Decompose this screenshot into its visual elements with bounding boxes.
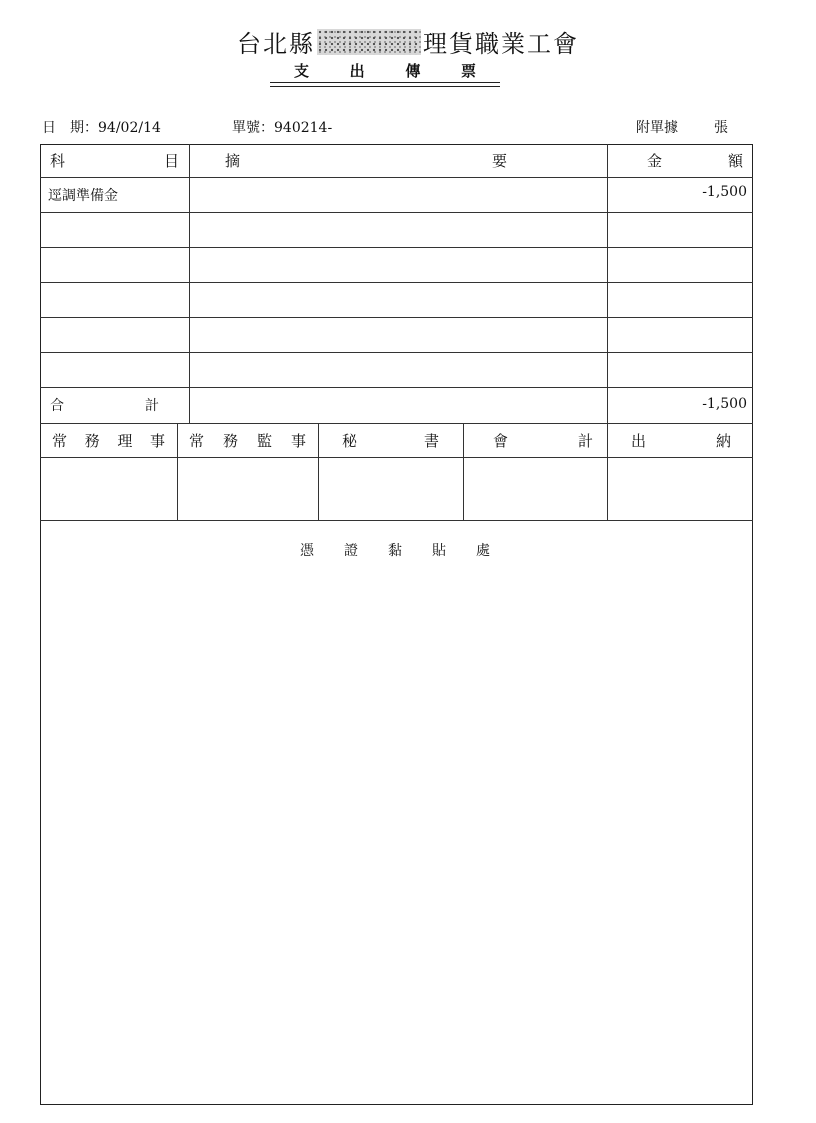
date-field (42, 117, 161, 137)
subtitle-underline (270, 82, 500, 83)
row-summary (195, 177, 595, 212)
subtitle-char: 傳 (405, 62, 421, 80)
sig-char: 事 (149, 431, 165, 450)
sig-char: 務 (84, 431, 100, 450)
header-account (40, 144, 189, 177)
header-summary (189, 144, 607, 177)
sig-char: 常 (189, 431, 205, 450)
signature-cashier (607, 423, 753, 457)
voucher-frame (40, 144, 753, 1105)
row-account: 逕調準備金 (48, 187, 118, 204)
subtitle-char: 票 (460, 62, 476, 80)
header-char: 額 (727, 152, 743, 170)
sig-char: 常 (52, 431, 68, 450)
subtitle-char: 出 (349, 62, 365, 80)
title-prefix: 台北縣 (237, 30, 315, 58)
attachment-unit: 張 (714, 120, 728, 136)
row-divider (40, 457, 753, 458)
header-char: 科 (50, 152, 66, 170)
total-char: 合 (50, 398, 64, 414)
sig-char: 務 (222, 431, 238, 450)
sig-char: 書 (423, 431, 439, 450)
date-label: 日 期： (42, 120, 98, 136)
voucher-char: 貼 (432, 543, 446, 559)
row-divider (40, 317, 753, 318)
subtitle-char: 支 (294, 62, 310, 80)
total-char: 計 (145, 398, 159, 414)
row-amount: -1,500 (702, 183, 747, 200)
attachment-field (636, 117, 728, 137)
signature-director (40, 423, 177, 457)
form-subtitle (270, 60, 500, 81)
voucher-number-value: 940214- (274, 120, 333, 136)
date-value: 94/02/14 (98, 120, 161, 136)
voucher-char: 處 (476, 543, 490, 559)
voucher-char: 憑 (300, 543, 314, 559)
total-amount: -1,500 (702, 396, 747, 412)
voucher-number-label: 單號： (232, 120, 274, 136)
signature-supervisor (177, 423, 318, 457)
header-char: 摘 (225, 152, 241, 170)
row-divider (40, 212, 753, 213)
voucher-char: 證 (344, 543, 358, 559)
header-char: 金 (647, 152, 663, 170)
attachment-label: 附單據 (636, 120, 678, 136)
form-title (0, 24, 816, 59)
voucher-char: 黏 (388, 543, 402, 559)
row-divider (40, 520, 753, 521)
signature-secretary (318, 423, 463, 457)
header-amount (607, 144, 753, 177)
sig-char: 事 (290, 431, 306, 450)
sig-char: 計 (577, 431, 593, 450)
header-char: 要 (491, 152, 507, 170)
sig-char: 出 (631, 431, 647, 450)
row-divider (40, 282, 753, 283)
redacted-name (317, 29, 421, 55)
title-suffix: 理貨職業工會 (423, 30, 579, 58)
voucher-number-field (232, 117, 332, 137)
row-divider (40, 247, 753, 248)
sig-char: 秘 (342, 431, 358, 450)
sig-char: 會 (493, 431, 509, 450)
sig-char: 納 (715, 431, 731, 450)
sig-char: 理 (117, 431, 133, 450)
total-label (40, 387, 189, 423)
sig-char: 監 (256, 431, 272, 450)
subtitle-underline (270, 86, 500, 87)
row-divider (40, 352, 753, 353)
voucher-attach-area-label (300, 540, 490, 560)
column-divider (189, 144, 190, 423)
signature-accountant (463, 423, 607, 457)
header-char: 目 (163, 152, 179, 170)
